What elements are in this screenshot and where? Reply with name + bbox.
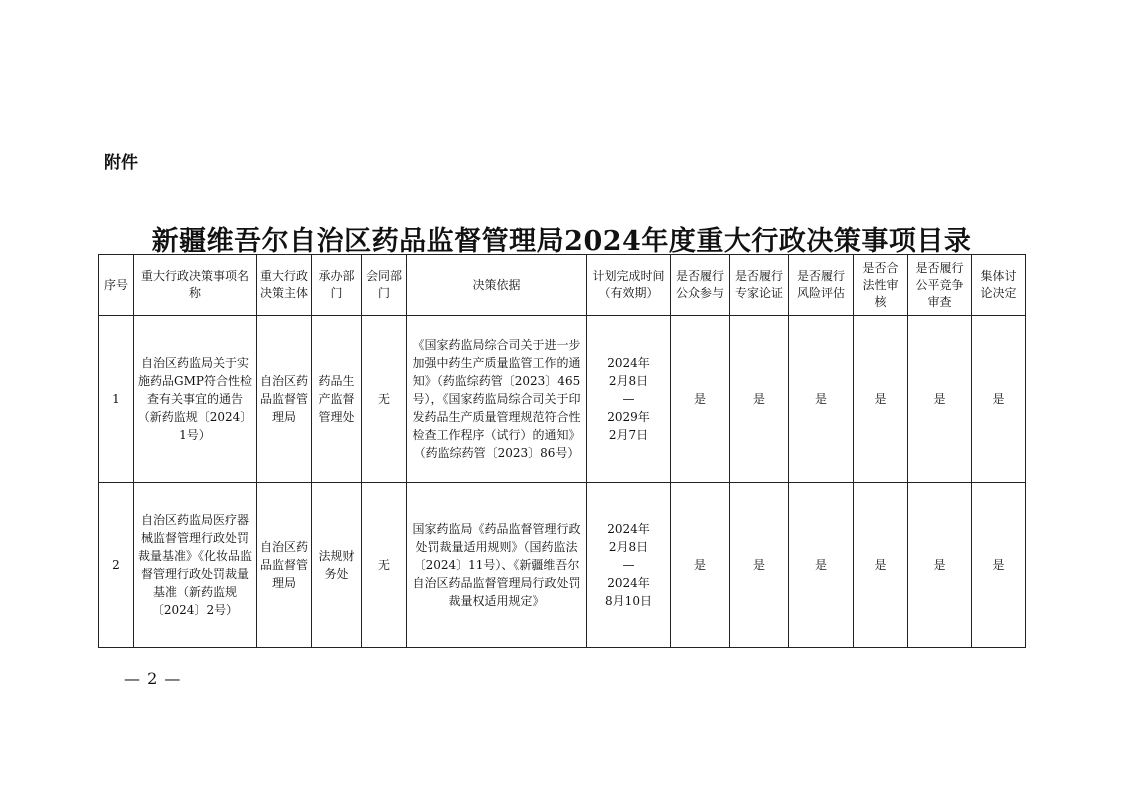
- cell-basis: 《国家药监局综合司关于进一步加强中药生产质量监管工作的通知》（药监综药管〔2023〕465号），《国家药监局综合司关于印发药品生产质量管理规范符合性检查工作程序（试行）的通知》（药监综药管〔2023〕86号）: [407, 316, 587, 483]
- period-line: 8月10日: [605, 594, 652, 608]
- period-line: —: [622, 392, 635, 406]
- cell-name: 自治区药监局关于实施药品GMP符合性检查有关事宜的通告（新药监规〔2024〕1号）: [134, 316, 257, 483]
- header-period: 计划完成时间（有效期）: [587, 255, 671, 316]
- period-line: 2月8日: [608, 540, 649, 554]
- cell-period: [587, 316, 671, 483]
- header-legal: 是否合法性审核: [854, 255, 908, 316]
- header-name: 重大行政决策事项名称: [134, 255, 257, 316]
- cell-legal: 是: [854, 483, 908, 648]
- period-line: 2024年: [607, 522, 650, 536]
- cell-public: 是: [671, 483, 730, 648]
- cell-fair: 是: [908, 483, 972, 648]
- header-subject: 重大行政决策主体: [257, 255, 312, 316]
- cell-dept: 法规财务处: [312, 483, 362, 648]
- cell-no: 1: [99, 316, 134, 483]
- header-fair: 是否履行公平竞争审查: [908, 255, 972, 316]
- period-line: 2029年: [607, 410, 650, 424]
- cell-risk: 是: [789, 483, 854, 648]
- cell-legal: 是: [854, 316, 908, 483]
- cell-name: 自治区药监局医疗器械监督管理行政处罚裁量基准》《化妆品监督管理行政处罚裁量基准（新药监规〔2024〕2号）: [134, 483, 257, 648]
- header-expert: 是否履行专家论证: [730, 255, 789, 316]
- cell-subject: 自治区药品监督管理局: [257, 316, 312, 483]
- cell-expert: 是: [730, 483, 789, 648]
- period-line: 2024年: [607, 356, 650, 370]
- cell-subject: 自治区药品监督管理局: [257, 483, 312, 648]
- header-risk: 是否履行风险评估: [789, 255, 854, 316]
- header-basis: 决策依据: [407, 255, 587, 316]
- cell-basis: 国家药监局《药品监督管理行政处罚裁量适用规则》（国药监法〔2024〕11号）、《新疆维吾尔自治区药品监督管理局行政处罚裁量权适用规定》: [407, 483, 587, 648]
- period-line: 2024年: [607, 576, 650, 590]
- header-public: 是否履行公众参与: [671, 255, 730, 316]
- decision-table: [98, 254, 1026, 648]
- period-line: 2月8日: [608, 374, 649, 388]
- table-header-row: [99, 255, 1026, 316]
- period-line: 2月7日: [608, 428, 649, 442]
- header-dept: 承办部门: [312, 255, 362, 316]
- cell-fair: 是: [908, 316, 972, 483]
- cell-period: [587, 483, 671, 648]
- document-title: 新疆维吾尔自治区药品监督管理局2024年度重大行政决策事项目录: [151, 226, 972, 257]
- attachment-label: 附件: [104, 153, 138, 173]
- cell-no: 2: [99, 483, 134, 648]
- cell-public: 是: [671, 316, 730, 483]
- header-no: 序号: [99, 255, 134, 316]
- cell-dept: 药品生产监督管理处: [312, 316, 362, 483]
- table-row: [99, 316, 1026, 483]
- page-number: — 2 —: [124, 669, 182, 688]
- cell-collective: 是: [972, 483, 1026, 648]
- table-row: [99, 483, 1026, 648]
- period-line: —: [622, 558, 635, 572]
- header-co-dept: 会同部门: [362, 255, 407, 316]
- cell-co-dept: 无: [362, 316, 407, 483]
- cell-co-dept: 无: [362, 483, 407, 648]
- cell-risk: 是: [789, 316, 854, 483]
- cell-collective: 是: [972, 316, 1026, 483]
- header-collective: 集体讨论决定: [972, 255, 1026, 316]
- cell-expert: 是: [730, 316, 789, 483]
